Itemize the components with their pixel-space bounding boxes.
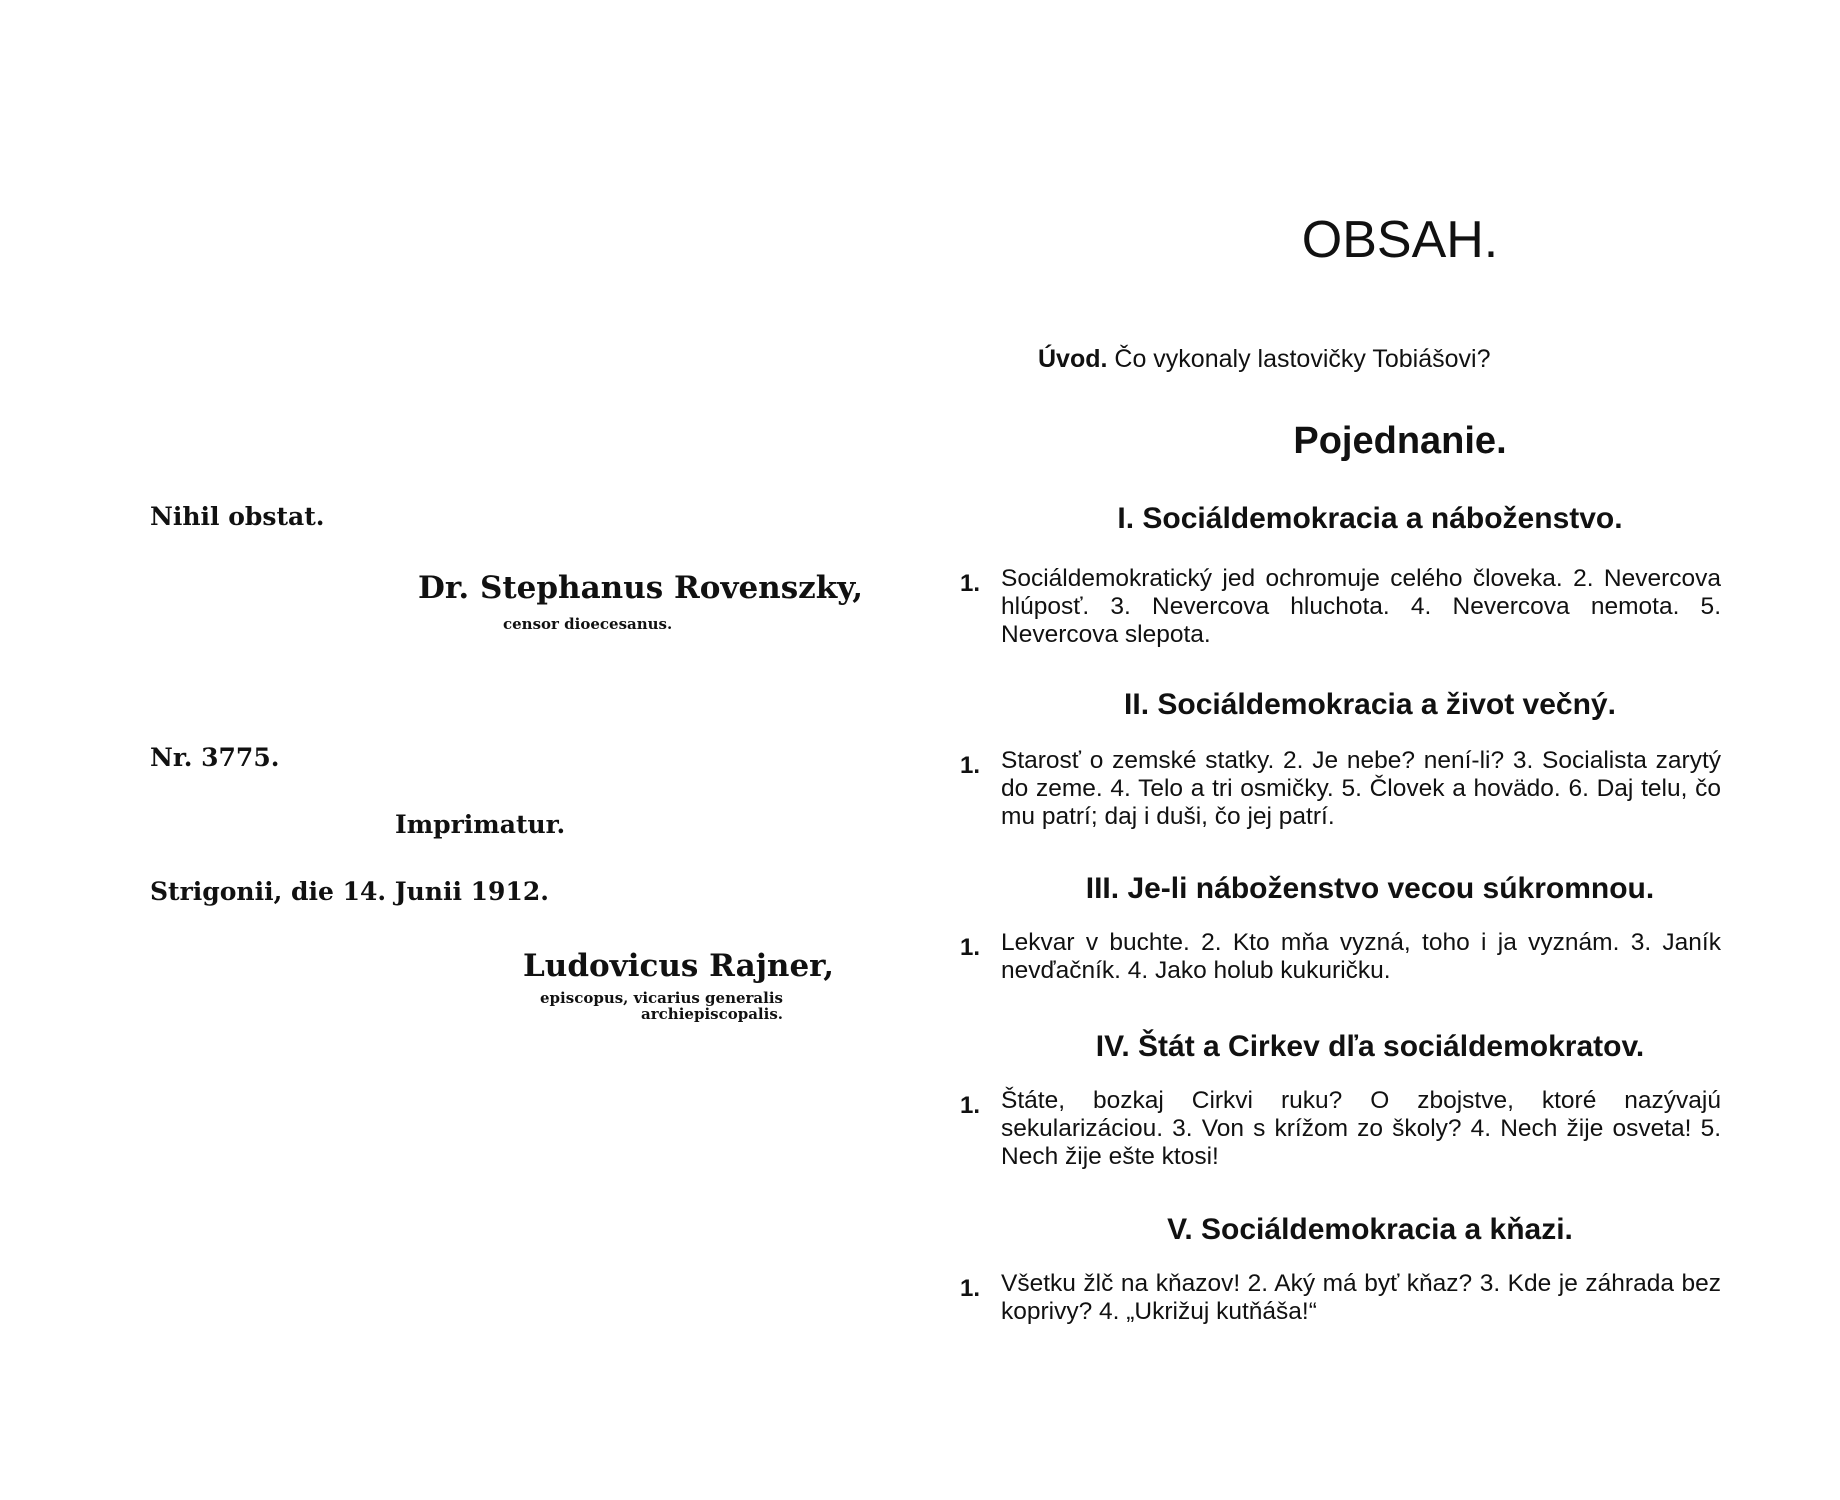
intro-text: Čo vykonaly lastovičky Tobiášovi? — [1114, 345, 1491, 373]
bishop-role: episcopus, vicarius generalis archiepiscopalis. — [540, 989, 783, 1023]
nihil-obstat: Nihil obstat. — [150, 502, 325, 531]
part-title: Pojednanie. — [1293, 420, 1507, 462]
section-heading: III. Je-li náboženstvo vecou súkromnou. — [1085, 872, 1655, 905]
section-heading: V. Sociáldemokracia a kňazi. — [1167, 1213, 1573, 1246]
right-page — [900, 0, 1840, 1500]
censor-role: censor dioecesanus. — [503, 615, 673, 633]
section-text: Sociáldemokratický jed ochromuje celého človeka. 2. Nevercova hlúposť. 3. Nevercova hluchota. 4. Nevercova nemota. 5. Nevercova slepota. — [1001, 565, 1721, 648]
intro-label: Úvod. — [1038, 345, 1108, 373]
censor-name: Dr. Stephanus Rovenszky, — [418, 570, 864, 606]
intro-line — [1038, 345, 1491, 374]
bishop-name: Ludovicus Rajner, — [523, 948, 835, 984]
section-text: Lekvar v buchte. 2. Kto mňa vyzná, toho i ja vyznám. 3. Janík nevďačník. 4. Jako holub kukuričku. — [1001, 929, 1721, 984]
imprimatur: Imprimatur. — [395, 810, 566, 839]
section-item-number: 1. — [960, 1275, 981, 1302]
section-item-number: 1. — [960, 752, 981, 779]
section-item-number: 1. — [960, 934, 981, 961]
section-text: Starosť o zemské statky. 2. Je nebe? není-li? 3. Socialista zarytý do zeme. 4. Telo a tri osmičky. 5. Človek a hovädo. 6. Daj telu, čo mu patrí; daj i duši, čo jej patrí. — [1001, 747, 1721, 830]
document-number: Nr. 3775. — [150, 743, 280, 772]
section-text: Všetku žlč na kňazov! 2. Aký má byť kňaz? 3. Kde je záhrada bez koprivy? 4. „Ukrižuj kutňáša!“ — [1001, 1270, 1721, 1325]
section-heading: II. Sociáldemokracia a život večný. — [1124, 688, 1616, 721]
section-item-number: 1. — [960, 1092, 981, 1119]
page-title: OBSAH. — [1301, 211, 1499, 269]
place-date: Strigonii, die 14. Junii 1912. — [150, 877, 549, 906]
left-page — [0, 0, 900, 1500]
section-text: Štáte, bozkaj Cirkvi ruku? O zbojstve, ktoré nazývajú sekularizáciou. 3. Von s krížom zo školy? 4. Nech žije osveta! 5. Nech žije ešte ktosi! — [1001, 1087, 1721, 1170]
section-heading: IV. Štát a Cirkev dľa sociáldemokratov. — [1095, 1030, 1645, 1063]
section-item-number: 1. — [960, 570, 981, 597]
section-heading: I. Sociáldemokracia a náboženstvo. — [1117, 502, 1623, 535]
